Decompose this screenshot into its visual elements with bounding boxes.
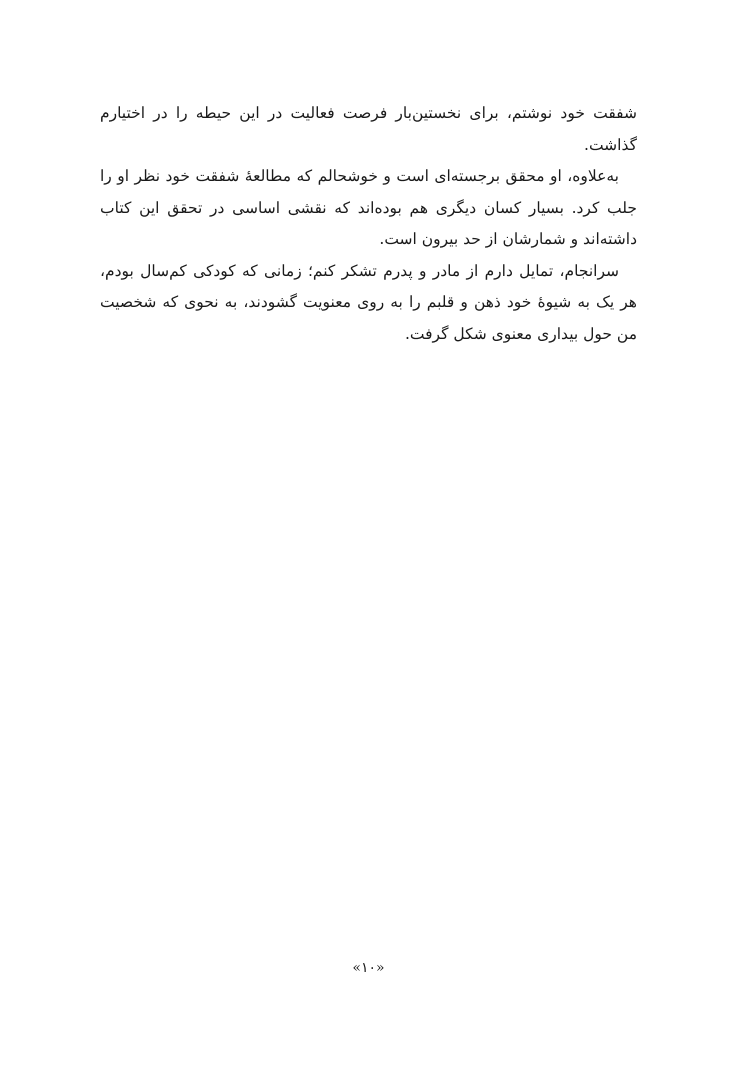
- page-number: «۱۰»: [352, 960, 385, 976]
- paragraph-2: به‌علاوه، او محقق برجسته‌ای است و خوشحالم که مطالعهٔ شفقت خود نظر او را جلب کرد. بسیار کسان دیگری هم بوده‌اند که نقشی اساسی در تحقق این کتاب داشته‌اند و شمارشان از حد بیرون است.: [100, 167, 637, 248]
- body-text: [100, 98, 637, 350]
- paragraph-1: شفقت خود نوشتم، برای نخستین‌بار فرصت فعالیت در این حیطه را در اختیارم گذاشت.: [100, 104, 637, 154]
- paragraph-3: سرانجام، تمایل دارم از مادر و پدرم تشکر کنم؛ زمانی که کودکی کم‌سال بودم، هر یک به شیوهٔ خود ذهن و قلبم را به روی معنویت گشودند، به نحوی که شخصیت من حول بیداری معنوی شکل گرفت.: [100, 261, 637, 343]
